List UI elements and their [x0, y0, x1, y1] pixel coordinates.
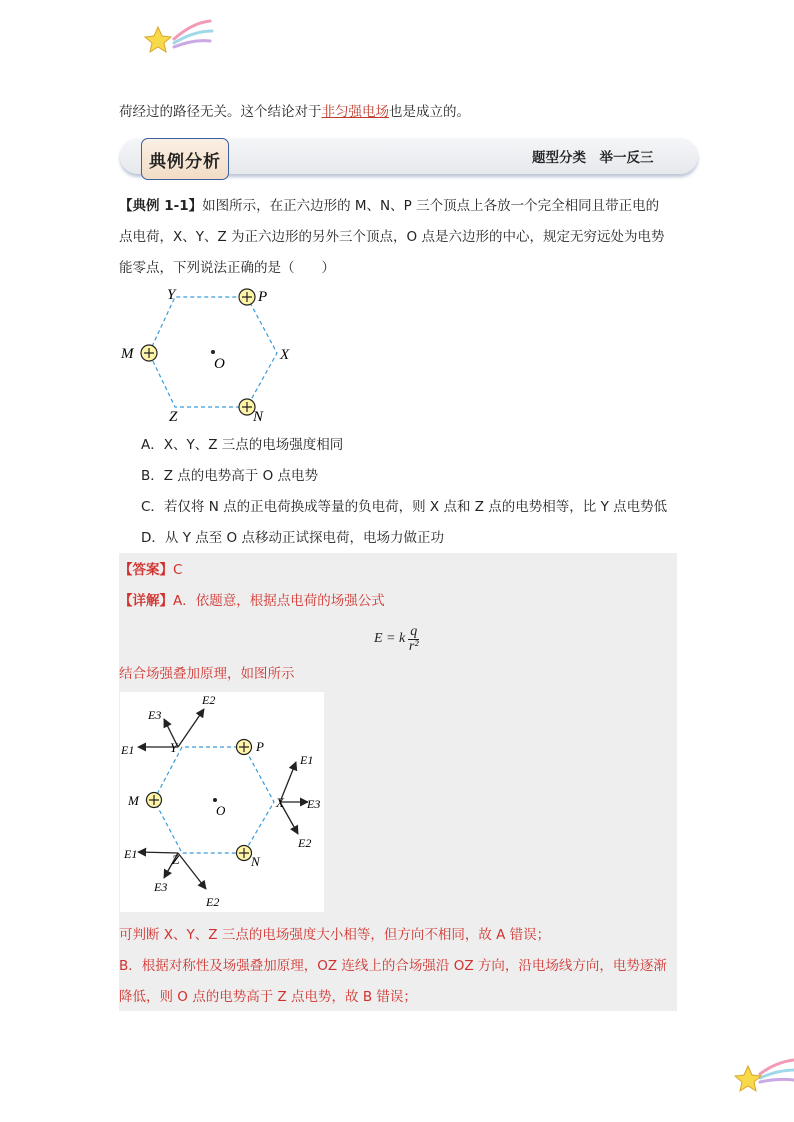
label-y: Y: [167, 287, 176, 303]
field-formula: [374, 622, 419, 656]
section-title: 典例分析: [141, 138, 229, 180]
detail-intro: A．依题意，根据点电荷的场强公式: [173, 593, 385, 609]
label-p: P: [258, 289, 268, 305]
label-n: N: [253, 409, 264, 425]
intro-text-before: 荷经过的路径无关。这个结论对于: [119, 104, 322, 120]
problem-tag: 【典例 1-1】: [119, 198, 203, 214]
problem-line-1: [119, 196, 659, 216]
label-n: N: [251, 854, 260, 869]
detail-line: [119, 591, 385, 611]
label-e1-x: E1: [300, 753, 314, 767]
arrow-y-e2: [178, 709, 204, 747]
arrow-z-e2: [178, 853, 206, 889]
label-p: P: [256, 739, 264, 754]
label-e1-z: E1: [124, 847, 138, 861]
section-subtitle: 题型分类 举一反三: [532, 150, 654, 166]
option-b-key: B．: [141, 468, 164, 484]
option-a-key: A．: [141, 437, 164, 453]
label-m: M: [121, 346, 134, 362]
label-m: M: [128, 793, 139, 808]
non-uniform-field-link[interactable]: 非匀强电场: [321, 104, 389, 120]
label-o: O: [214, 356, 225, 372]
label-e2-z: E2: [206, 895, 220, 909]
answer-line: [119, 560, 182, 580]
label-e3-z: E3: [154, 880, 168, 894]
label-y: Y: [170, 740, 178, 755]
option-c[interactable]: [141, 497, 667, 517]
center-dot: [213, 798, 217, 802]
hexagon-figure: [115, 282, 305, 427]
label-z: Z: [172, 852, 180, 867]
option-b-text: Z 点的电势高于 O 点电势: [163, 468, 319, 484]
problem-text-1: 如图所示，在正六边形的 M、N、P 三个顶点上各放一个完全相同且带正电的: [202, 198, 660, 214]
label-e3-y: E3: [148, 708, 162, 722]
center-dot: [211, 350, 215, 354]
option-c-key: C．: [141, 499, 164, 515]
option-d[interactable]: [141, 528, 444, 548]
detail-label: 【详解】: [119, 593, 173, 609]
formula-lhs: E = k: [374, 631, 406, 646]
option-d-key: D．: [141, 530, 165, 546]
label-e1-y: E1: [121, 743, 135, 757]
intro-text-after: 也是成立的。: [389, 104, 470, 120]
label-o: O: [216, 803, 226, 818]
label-z: Z: [169, 409, 178, 425]
detail-a-conclusion: 可判断 X、Y、Z 三点的电场强度大小相等，但方向不相同，故 A 错误；: [119, 927, 551, 943]
charge-m: [147, 793, 162, 808]
superposition-figure: [120, 692, 324, 912]
option-c-text: 若仅将 N 点的正电荷换成等量的负电荷，则 X 点和 Z 点的电势相等，比 Y 点电势低: [163, 499, 668, 515]
answer-value: C: [173, 562, 183, 578]
detail-b-line-2: 降低，则 O 点的电势高于 Z 点电势，故 B 错误；: [119, 989, 417, 1005]
formula-denominator: r²: [408, 638, 419, 654]
charge-n: [237, 846, 252, 861]
option-d-text: 从 Y 点至 O 点移动正试探电荷，电场力做正功: [164, 530, 444, 546]
label-e3-x: E3: [307, 797, 321, 811]
problem-line-3: 能零点，下列说法正确的是（ ）: [119, 260, 335, 276]
intro-line: [119, 102, 470, 122]
shooting-star-icon: [730, 1052, 794, 1098]
shooting-star-icon: [140, 15, 220, 60]
superposition-line: 结合场强叠加原理，如图所示: [119, 666, 295, 682]
charge-m: [141, 345, 157, 361]
label-x: X: [280, 347, 290, 363]
option-a-text: X、Y、Z 三点的电场强度相同: [163, 437, 344, 453]
problem-line-2: 点电荷，X、Y、Z 为正六边形的另外三个顶点，O 点是六边形的中心，规定无穷远处为电势: [119, 229, 665, 245]
option-a[interactable]: [141, 435, 343, 455]
charge-p: [239, 289, 255, 305]
answer-label: 【答案】: [119, 562, 173, 578]
label-x: X: [276, 795, 284, 810]
detail-b-line-1: B．根据对称性及场强叠加原理，OZ 连线上的合场强沿 OZ 方向，沿电场线方向，电势逐渐: [119, 958, 667, 974]
option-b[interactable]: [141, 466, 318, 486]
formula-numerator: q: [410, 623, 418, 639]
label-e2-x: E2: [298, 836, 312, 850]
label-e2-y: E2: [202, 693, 216, 707]
charge-p: [237, 740, 252, 755]
